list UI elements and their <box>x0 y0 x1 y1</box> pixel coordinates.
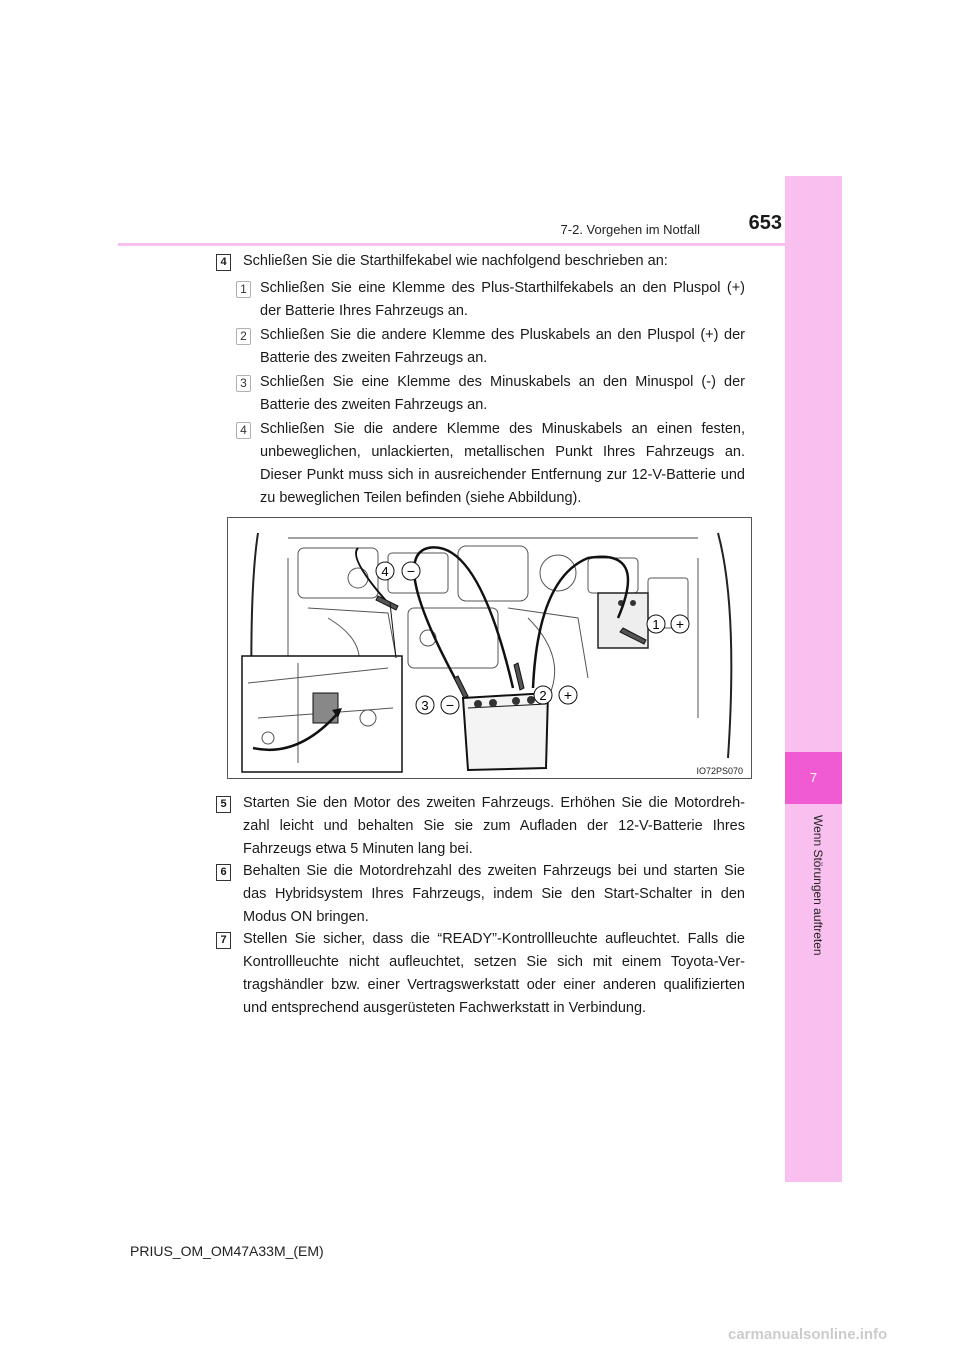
callout-4 <box>376 562 420 580</box>
watermark: carmanualsonline.info <box>728 1326 888 1343</box>
callout-number: 3 <box>421 698 429 713</box>
substep-number: 4 <box>236 422 251 439</box>
callout-2 <box>534 686 577 704</box>
ground-point-inset <box>242 656 402 772</box>
substep-number: 2 <box>236 328 251 345</box>
substep-text: Schließen Sie die andere Klemme des Pluskabels an den Pluspol (+) der Batterie des zweiten Fahrzeugs an. <box>260 327 745 366</box>
substep-text: Schließen Sie eine Klemme des Plus-Starthilfekabels an den Pluspol (+) der Batterie Ihres Fahrzeugs an. <box>260 280 745 319</box>
jump-start-illustration <box>227 517 752 779</box>
step-text: Behalten Sie die Motordrehzahl des zweiten Fahrzeugs bei und starten Sie das Hybridsystem Ihres Fahrzeugs, indem Sie den Start-Schalter in den Modus ON bringen. <box>243 863 745 925</box>
callout-sign: − <box>445 697 455 713</box>
chapter-sidebar <box>785 176 842 1182</box>
callout-sign: − <box>406 563 416 579</box>
section-title: 7-2. Vorgehen im Notfall <box>560 222 700 237</box>
header-rule <box>118 243 785 246</box>
step-number-badge: 4 <box>216 254 231 271</box>
step-number-badge: 5 <box>216 796 231 813</box>
step-text: Starten Sie den Motor des zweiten Fahrzeugs. Erhöhen Sie die Motordreh-zahl leicht und behalten Sie sie zum Aufladen der 12-V-Batterie Ihres Fahrzeugs etwa 5 Minuten lang bei. <box>243 795 745 857</box>
chapter-number: 7 <box>809 770 818 785</box>
chapter-tab[interactable] <box>785 752 842 804</box>
figure-code: IO72PS070 <box>696 766 743 776</box>
callout-1 <box>647 615 689 633</box>
step-number-badge: 7 <box>216 932 231 949</box>
substep-text: Schließen Sie die andere Klemme des Minuskabels an einen festen, unbeweglichen, unlackierten, metallischen Punkt Ihres Fahrzeugs an. Dieser Punkt muss sich in ausreichender Entfernung zur 12-V-Batterie und zu beweglichen Teilen befinden (siehe Abbildung). <box>260 421 745 506</box>
step-text: Schließen Sie die Starthilfekabel wie nachfolgend beschrieben an: <box>243 253 668 269</box>
substep-text: Schließen Sie eine Klemme des Minuskabels an den Minuspol (-) der Batterie des zweiten Fahrzeugs an. <box>260 374 745 413</box>
step-number-badge: 6 <box>216 864 231 881</box>
document-code: PRIUS_OM_OM47A33M_(EM) <box>130 1243 324 1259</box>
callout-3 <box>416 696 459 714</box>
callout-number: 2 <box>539 688 547 703</box>
callout-sign: + <box>675 616 685 632</box>
substep-number: 1 <box>236 281 251 298</box>
engine-bay-drawing <box>228 518 751 778</box>
substep-number: 3 <box>236 375 251 392</box>
second-battery <box>463 693 548 770</box>
callout-number: 4 <box>381 564 389 579</box>
page-number: 653 <box>748 212 782 234</box>
callout-sign: + <box>563 687 573 703</box>
chapter-title: Wenn Störungen auftreten <box>811 815 825 956</box>
callout-number: 1 <box>652 617 660 632</box>
step-text: Stellen Sie sicher, dass die “READY”-Kontrollleuchte aufleuchtet. Falls die Kontrollleuchte nicht aufleuchtet, setzen Sie sich mit einem Toyota-Ver-tragshändler bzw. einer Vertragswerkstatt oder einer anderen qualifizierten und entsprechend ausgerüsteten Fachwerkstatt in Verbindung. <box>243 931 745 1016</box>
